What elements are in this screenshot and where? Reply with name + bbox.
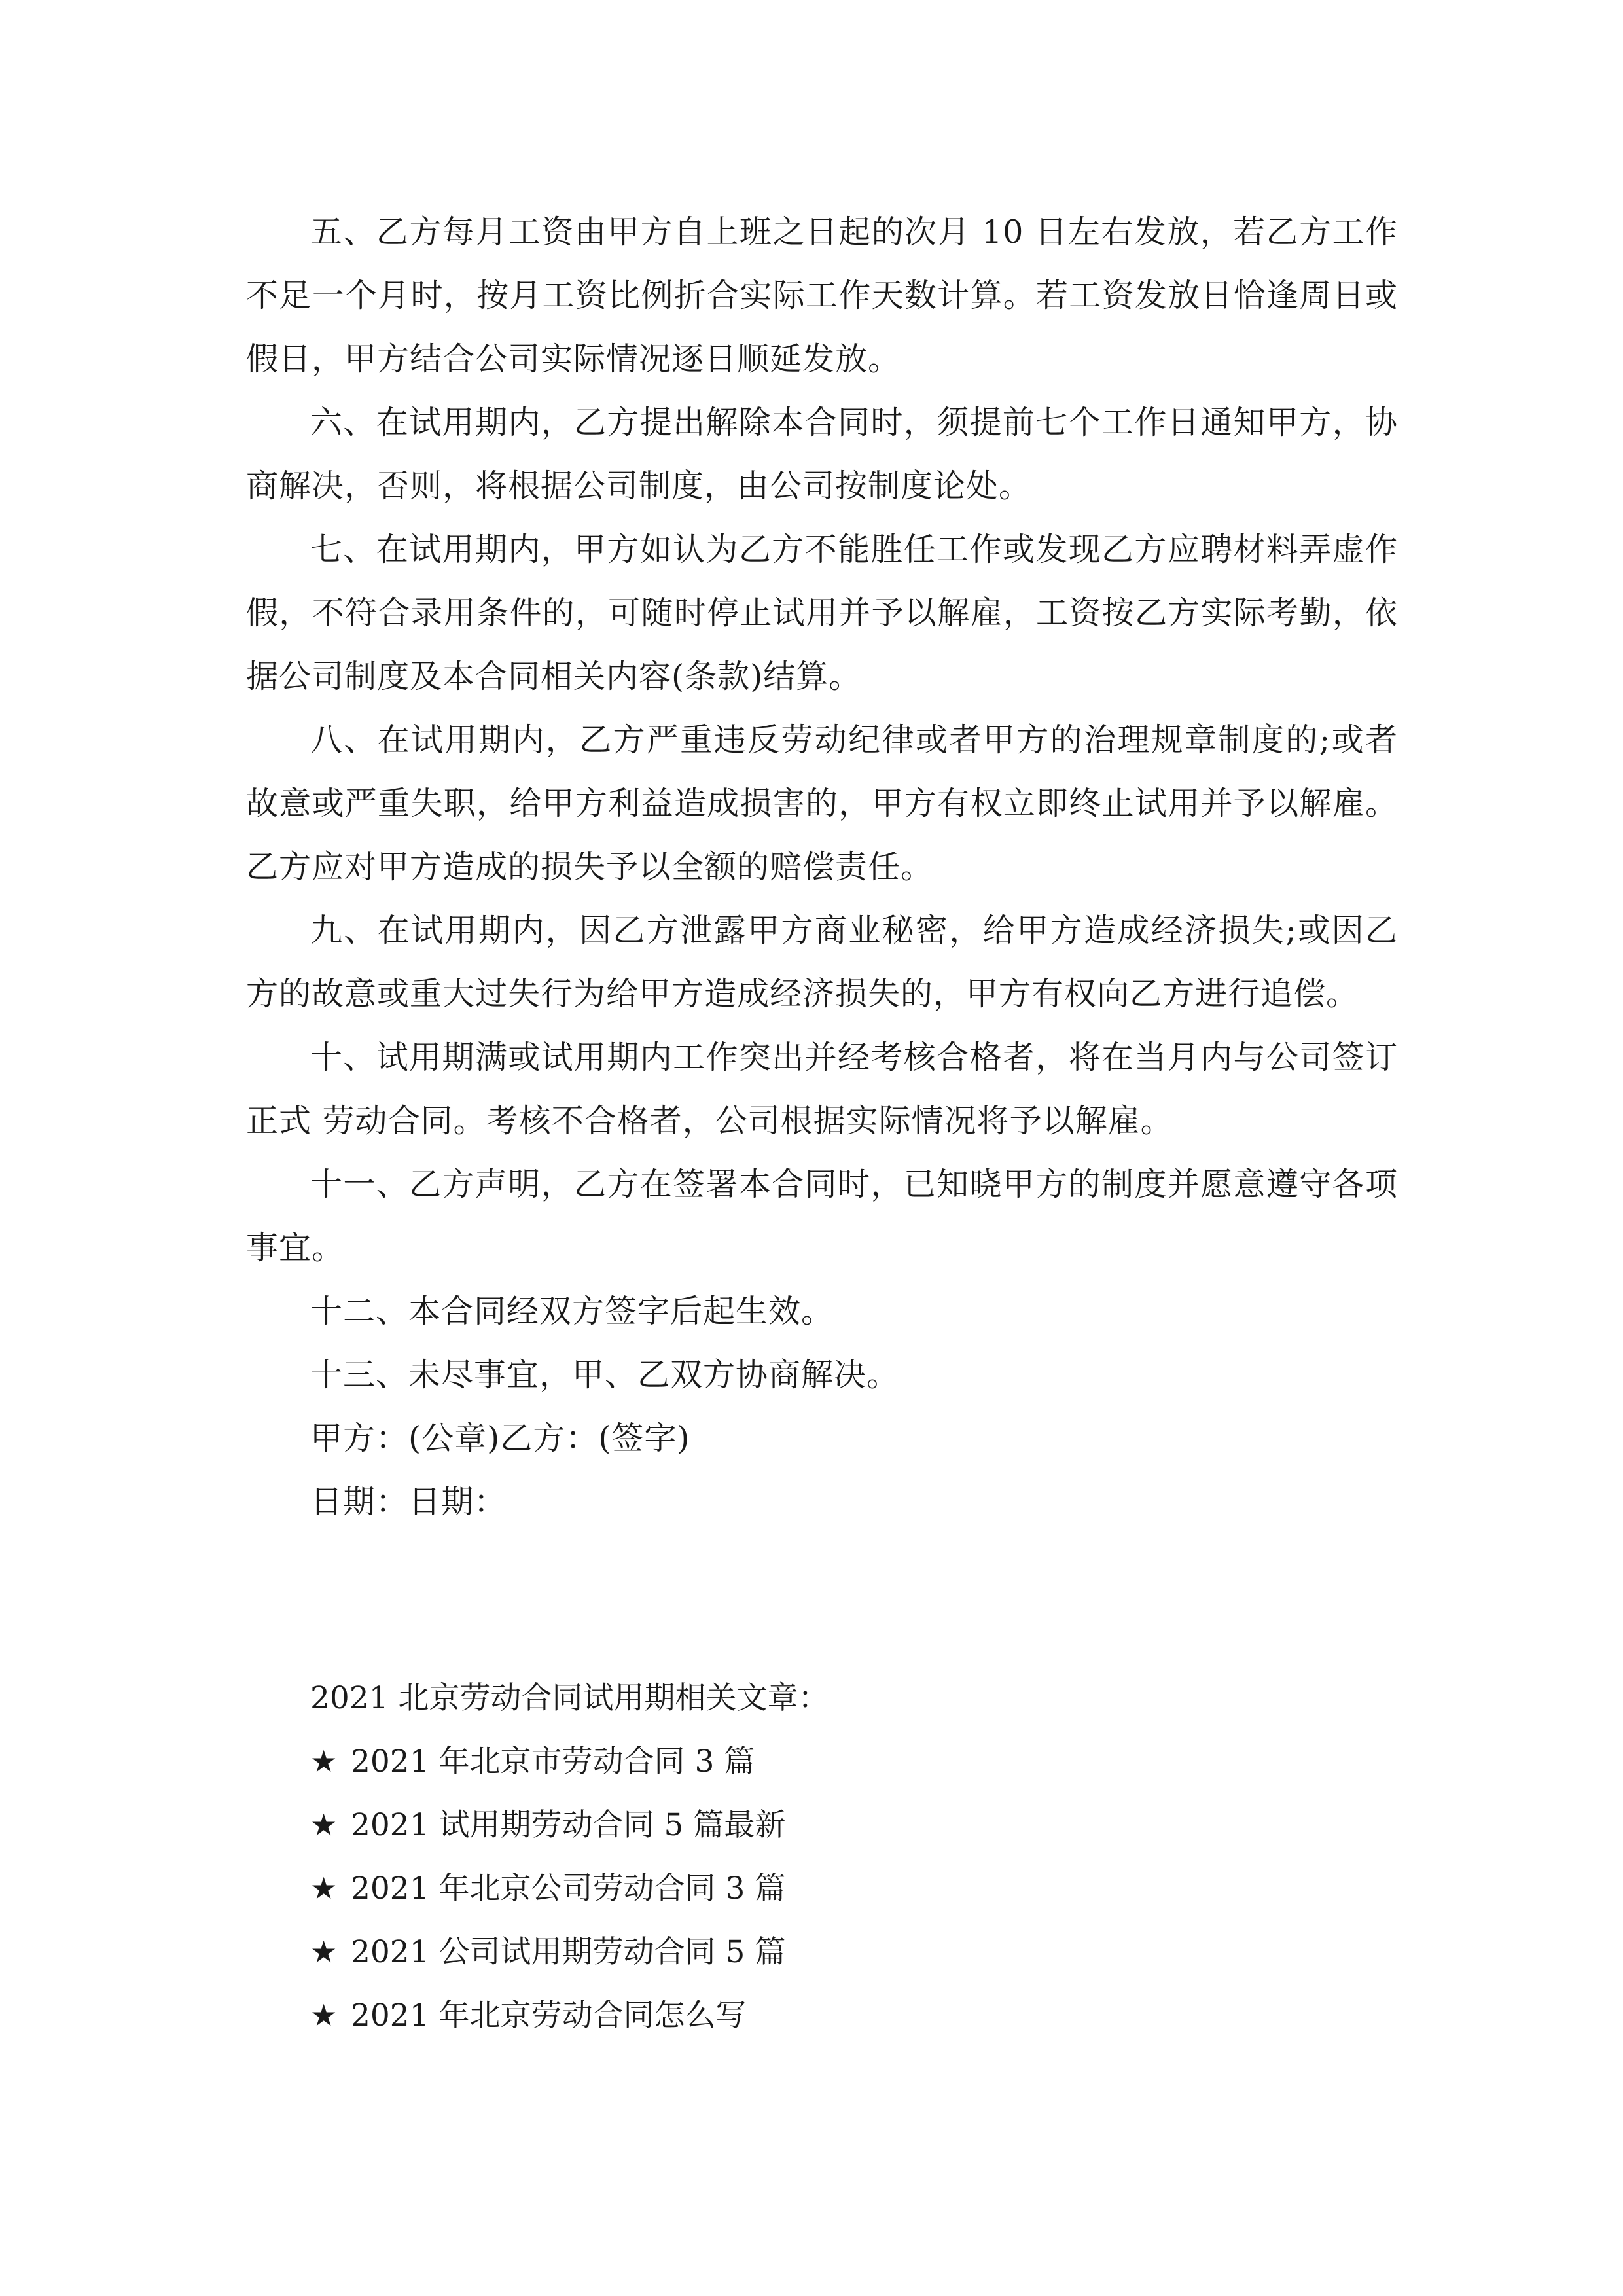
clause-7: 七、在试用期内，甲方如认为乙方不能胜任工作或发现乙方应聘材料弄虚作假，不符合录用条件的，可随时停止试用并予以解雇，工资按乙方实际考勤，依据公司制度及本合同相关内容(条款)结算。 — [246, 531, 1398, 695]
star-icon: ★ — [310, 1998, 338, 2033]
clause-13: 十三、未尽事宜，甲、乙双方协商解决。 — [310, 1356, 900, 1393]
related-article-link[interactable] — [310, 1793, 1357, 1857]
star-icon: ★ — [310, 1871, 338, 1906]
clause-10: 十、试用期满或试用期内工作突出并经考核合格者，将在当月内与公司签订正式 劳动合同。考核不合格者，公司根据实际情况将予以解雇。 — [246, 1039, 1398, 1139]
related-article-link[interactable] — [310, 1730, 1357, 1793]
related-article-title: 2021 年北京公司劳动合同 3 篇 — [351, 1871, 786, 1907]
related-article-title: 2021 年北京市劳动合同 3 篇 — [351, 1744, 755, 1780]
star-icon: ★ — [310, 1744, 338, 1779]
star-icon: ★ — [310, 1807, 338, 1842]
related-article-link[interactable] — [310, 1920, 1357, 1984]
clause-9: 九、在试用期内，因乙方泄露甲方商业秘密，给甲方造成经济损失;或因乙方的故意或重大过失行为给甲方造成经济损失的，甲方有权向乙方进行追偿。 — [246, 912, 1398, 1013]
star-icon: ★ — [310, 1934, 338, 1969]
date-line: 日期：日期： — [310, 1483, 507, 1520]
clause-8: 八、在试用期内，乙方严重违反劳动纪律或者甲方的治理规章制度的;或者故意或严重失职，给甲方利益造成损害的，甲方有权立即终止试用并予以解雇。乙方应对甲方造成的损失予以全额的赔偿责任。 — [246, 721, 1398, 886]
clause-5: 五、乙方每月工资由甲方自上班之日起的次月 10 日左右发放，若乙方工作不足一个月时，按月工资比例折合实际工作天数计算。若工资发放日恰逢周日或假日，甲方结合公司实际情况逐日顺延发放。 — [246, 213, 1398, 378]
related-articles-list — [310, 1730, 1357, 2047]
contract-body — [246, 200, 1398, 1534]
related-article-title: 2021 试用期劳动合同 5 篇最新 — [351, 1807, 786, 1843]
clause-6: 六、在试用期内，乙方提出解除本合同时，须提前七个工作日通知甲方，协商解决，否则，将根据公司制度，由公司按制度论处。 — [246, 404, 1398, 505]
related-article-link[interactable] — [310, 1984, 1357, 2047]
clause-11: 十一、乙方声明，乙方在签署本合同时，已知晓甲方的制度并愿意遵守各项事宜。 — [246, 1166, 1398, 1266]
related-article-title: 2021 年北京劳动合同怎么写 — [351, 1998, 747, 2034]
signature-line: 甲方：(公章)乙方：(签字) — [310, 1420, 690, 1457]
related-article-link[interactable] — [310, 1857, 1357, 1920]
related-article-title: 2021 公司试用期劳动合同 5 篇 — [351, 1934, 786, 1970]
clause-12: 十二、本合同经双方签字后起生效。 — [310, 1293, 834, 1330]
related-articles — [310, 1666, 1357, 2047]
related-articles-heading: 2021 北京劳动合同试用期相关文章： — [310, 1680, 829, 1716]
